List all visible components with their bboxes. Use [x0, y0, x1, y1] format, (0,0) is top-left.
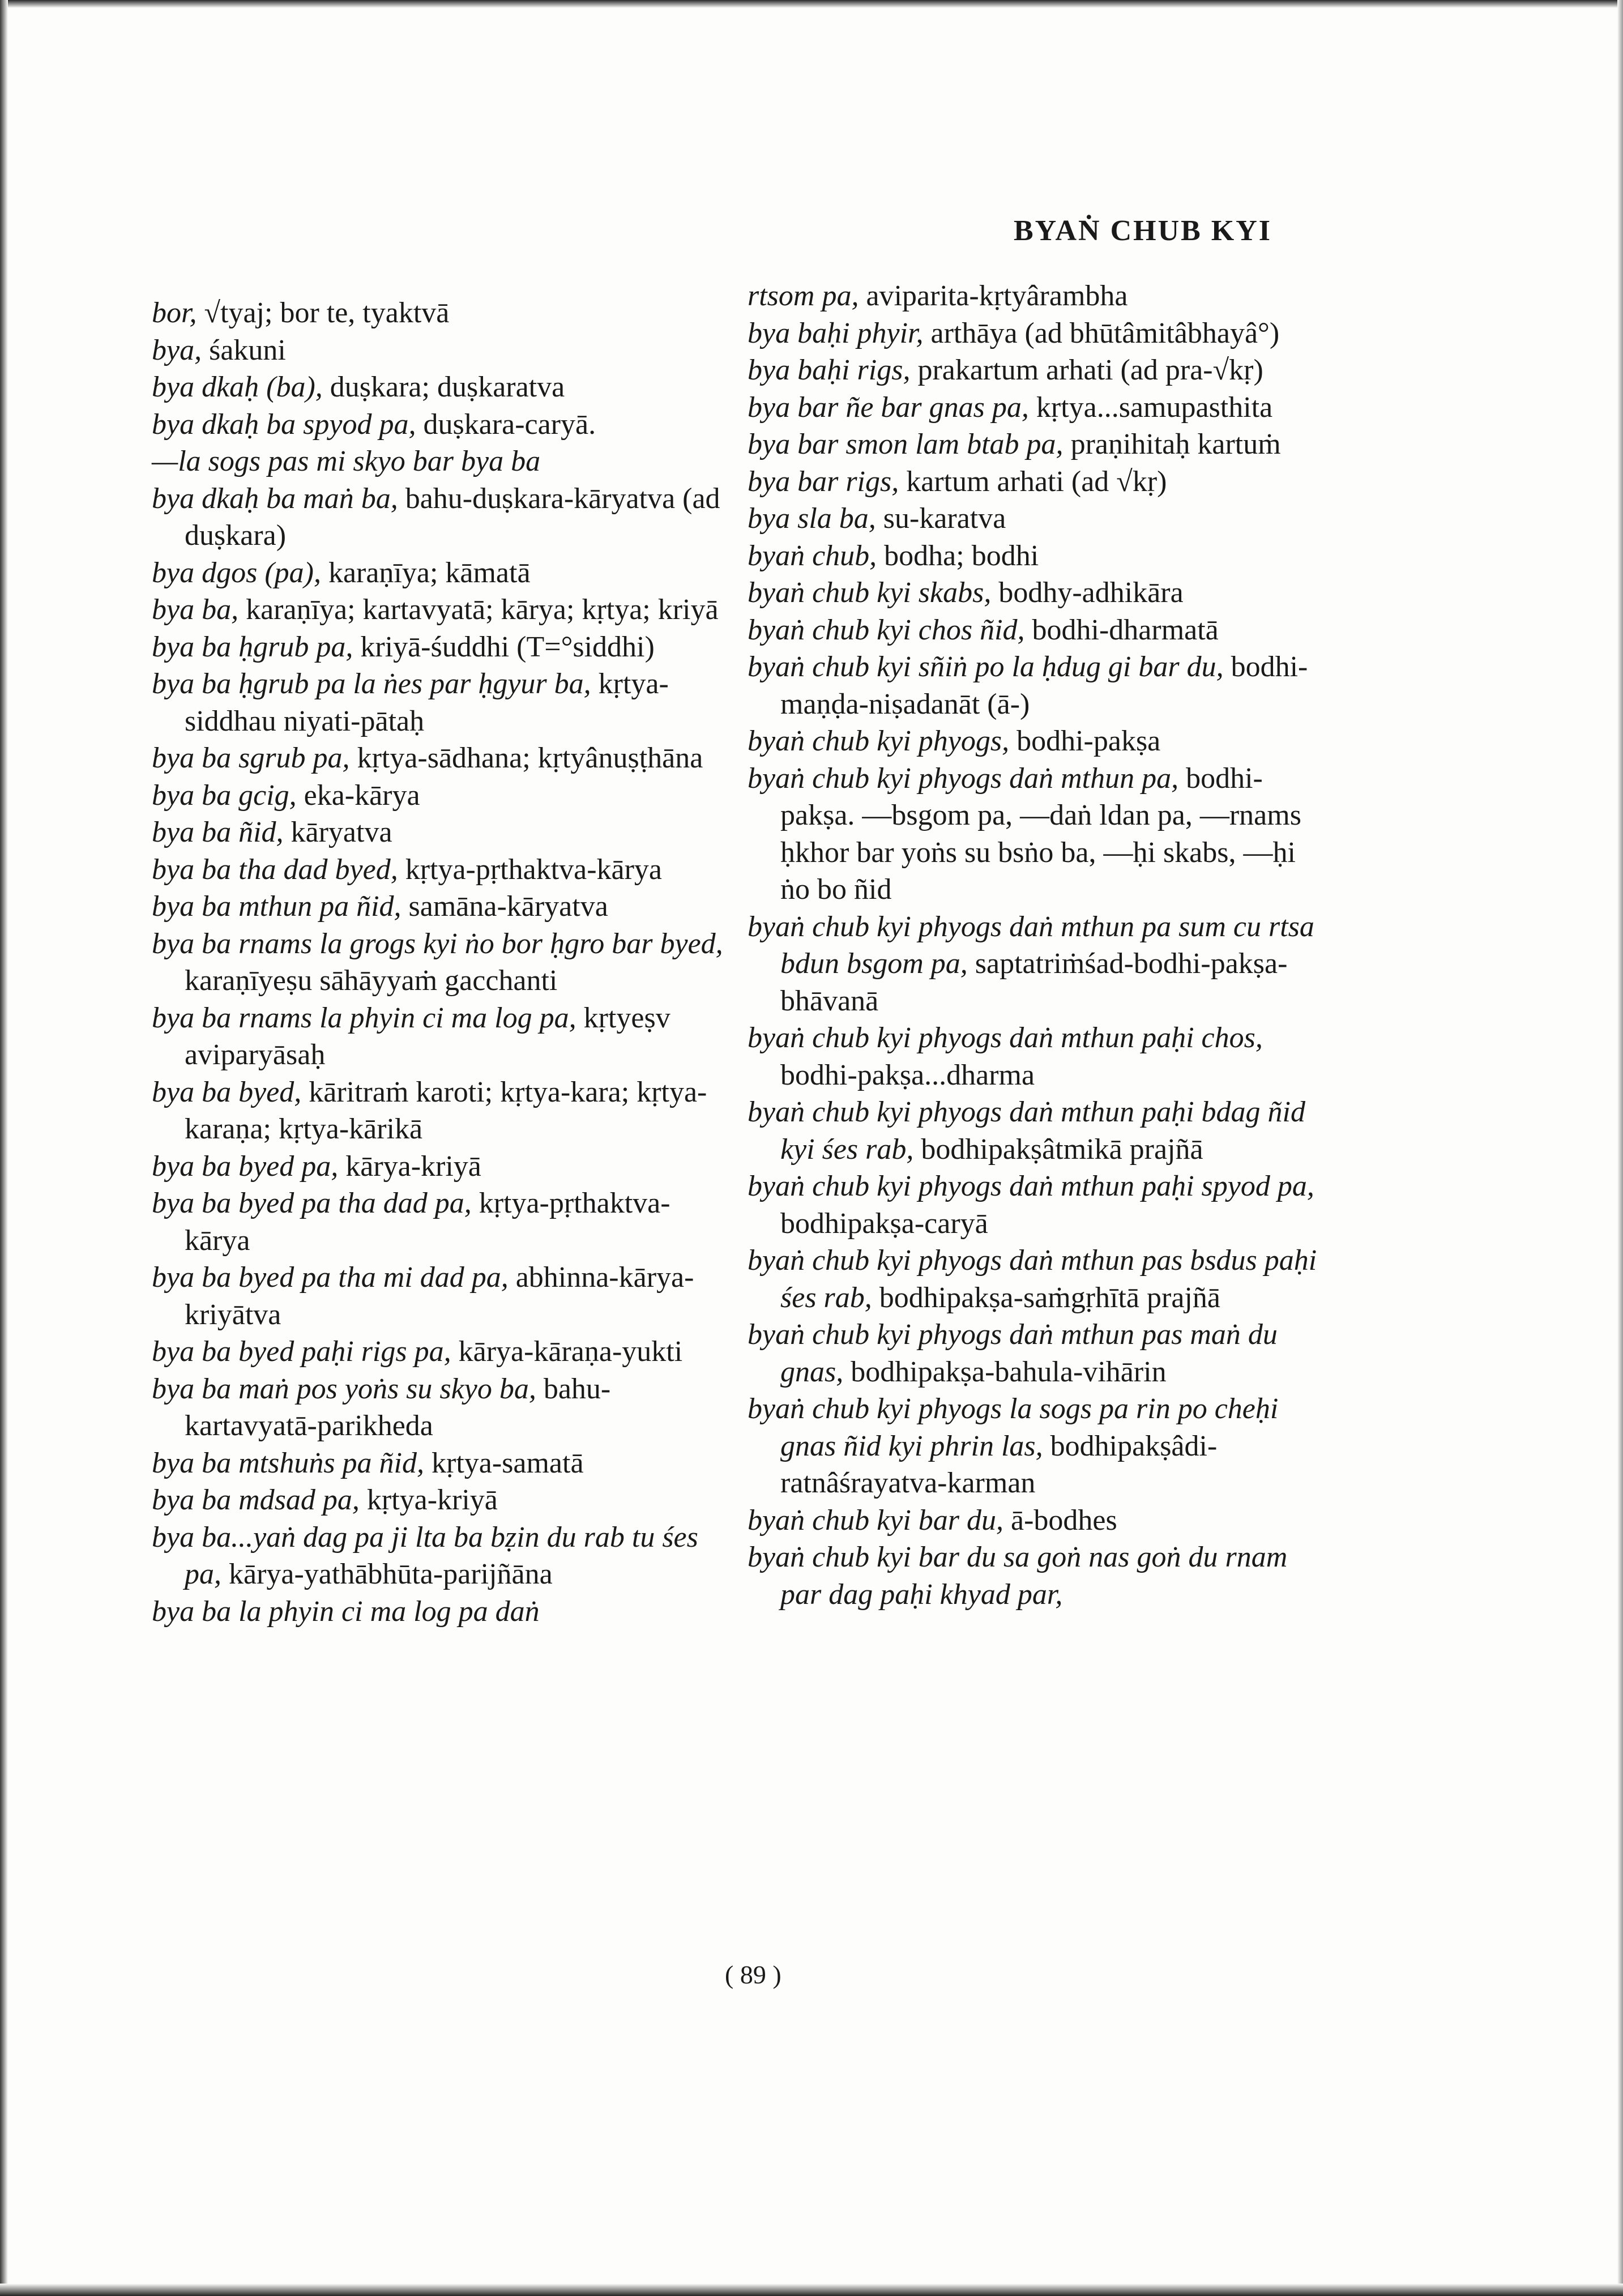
dictionary-entry [152, 1593, 729, 1631]
dictionary-entry [152, 1371, 729, 1445]
entry-term: byaṅ chub kyi phyogs daṅ mthun paḥi spyod pa, [748, 1170, 1314, 1202]
entry-term: bya ba mtshuṅs pa ñid, [152, 1446, 424, 1479]
dictionary-entry [748, 426, 1325, 463]
entry-gloss: bodhipakṣa-bahula-vihārin [851, 1355, 1167, 1388]
dictionary-entry [152, 554, 729, 592]
dictionary-entry [748, 1390, 1325, 1502]
entry-term: rtsom pa, [748, 280, 859, 312]
entry-term: bya ba la phyin ci ma log pa daṅ [152, 1595, 540, 1628]
dictionary-entry [152, 591, 729, 629]
dictionary-entry [152, 665, 729, 740]
dictionary-entry [748, 1094, 1325, 1168]
entry-term: bya bar rigs, [748, 465, 899, 498]
entry-gloss: aviparita-kṛtyârambha [866, 280, 1128, 312]
entry-term: bya ba tha dad byed, [152, 853, 398, 886]
entry-term: byaṅ chub kyi phyogs la sogs pa rin po cheḥi gnas ñid kyi phrin las, [748, 1393, 1279, 1462]
dictionary-entry [748, 389, 1325, 426]
dictionary-entry [152, 1185, 729, 1259]
page-number: ( 89 ) [725, 1960, 781, 1989]
entry-term: bya ba mdsad pa, [152, 1484, 360, 1516]
dictionary-entry [152, 369, 729, 406]
entry-term: bya ba rnams la phyin ci ma log pa, [152, 1001, 576, 1034]
entry-gloss: bahu-kartavyatā-parikheda [185, 1372, 611, 1442]
entry-term: byaṅ chub kyi phyogs daṅ mthun pa, [748, 762, 1179, 795]
entry-gloss: bodhipakṣa-caryā [780, 1207, 988, 1240]
entry-term: bya ba byed pa, [152, 1150, 339, 1183]
entry-term: bya, [152, 334, 202, 366]
entry-term: bya ba, [152, 594, 239, 626]
dictionary-entry [748, 352, 1325, 389]
entry-term: bya ba sgrub pa, [152, 742, 350, 774]
entry-gloss: kṛtya-pṛthaktva-kārya [185, 1187, 670, 1257]
dictionary-entry [748, 500, 1325, 537]
entry-gloss: bodhy-adhikāra [998, 577, 1184, 609]
entry-gloss: kāryatva [291, 816, 392, 848]
dictionary-entry [152, 1519, 729, 1593]
entry-gloss: kṛtya-samatā [432, 1446, 584, 1479]
dictionary-entry [152, 1259, 729, 1333]
dictionary-entry [152, 295, 729, 332]
entry-gloss: prakartum arhati (ad pra-√kṛ) [917, 354, 1263, 386]
dictionary-entry [152, 740, 729, 777]
entry-gloss: kṛtya-sādhana; kṛtyânuṣṭhāna [357, 742, 703, 774]
entry-gloss: arthāya (ad bhūtâmitâbhayâ°) [930, 317, 1280, 349]
entry-gloss: kārya-kāraṇa-yukti [458, 1335, 683, 1368]
entry-gloss: bodha; bodhi [884, 539, 1039, 572]
entry-term: bya ba byed pa tha mi dad pa, [152, 1261, 509, 1294]
entry-gloss: kārya-yathābhūta-parijñāna [229, 1558, 553, 1590]
entry-term: byaṅ chub, [748, 539, 877, 572]
entry-gloss: bodhi-pakṣa. —bsgom pa, —daṅ ldan pa, —rnams ḥkhor bar yoṅs su bsṅo ba, —ḥi skabs, —ḥi ṅo bo ñid [780, 762, 1301, 906]
entry-gloss: kartum arhati (ad √kṛ) [906, 465, 1167, 498]
entry-gloss: duṣkara; duṣkaratva [330, 371, 565, 403]
entry-gloss: karaṇīya; kartavyatā; kārya; kṛtya; kriyā [246, 594, 719, 626]
entry-term: byaṅ chub kyi phyogs daṅ mthun pas maṅ du gnas, [748, 1318, 1278, 1388]
entry-term: bya ba byed pa tha dad pa, [152, 1187, 472, 1219]
entry-term: byaṅ chub kyi phyogs daṅ mthun paḥi chos, [748, 1022, 1263, 1054]
entry-term: bya ba rnams la grogs kyi ṅo bor ḥgro bar byed, [152, 927, 723, 960]
entry-term: bya bar smon lam btab pa, [748, 428, 1064, 460]
entry-term: byaṅ chub kyi phyogs daṅ mthun pas bsdus paḥi śes rab, [748, 1244, 1317, 1314]
entry-term: bor, [152, 297, 197, 329]
dictionary-entry [152, 480, 729, 554]
entry-term: bya ba ḥgrub pa, [152, 630, 353, 663]
entry-gloss: √tyaj; bor te, tyaktvā [204, 297, 450, 329]
dictionary-entry [748, 1316, 1325, 1390]
entry-gloss: duṣkara-caryā. [423, 408, 596, 441]
dictionary-entry [748, 1502, 1325, 1539]
entry-term: bya ba mthun pa ñid, [152, 890, 402, 923]
dictionary-entry [152, 406, 729, 443]
dictionary-entry [152, 888, 729, 925]
entry-gloss: kṛtya-kriyā [366, 1484, 498, 1516]
entry-gloss: kriyā-śuddhi (T=°siddhi) [360, 630, 655, 663]
entry-term: bya ba byed, [152, 1076, 302, 1108]
entry-term: byaṅ chub kyi bar du sa goṅ nas goṅ du rnam par dag paḥi khyad par, [748, 1541, 1288, 1611]
entry-gloss: kārya-kriyā [345, 1150, 481, 1183]
entry-gloss: eka-kārya [304, 779, 420, 812]
dictionary-entry [152, 443, 729, 480]
entry-gloss: bodhi-pakṣa [1016, 725, 1161, 757]
entry-gloss: su-karatva [883, 502, 1006, 535]
entry-term: bya dkaḥ ba spyod pa, [152, 408, 416, 441]
scan-edge-top [0, 0, 1623, 8]
dictionary-entry [748, 1019, 1325, 1094]
entry-term: byaṅ chub kyi chos ñid, [748, 613, 1025, 646]
entry-term: —la sogs pas mi skyo bar bya ba [152, 445, 541, 477]
entry-term: bya ba ḥgrub pa la ṅes par ḥgyur ba, [152, 668, 591, 700]
dictionary-entry [748, 537, 1325, 575]
entry-gloss: samāna-kāryatva [408, 890, 608, 923]
dictionary-entry [152, 925, 729, 1000]
dictionary-entry [748, 1539, 1325, 1613]
running-header: BYAṄ CHUB KYI [1014, 215, 1272, 247]
entry-term: bya ba maṅ pos yoṅs su skyo ba, [152, 1372, 536, 1405]
entry-term: bya ba byed paḥi rigs pa, [152, 1335, 451, 1368]
dictionary-entry [748, 908, 1325, 1020]
entry-term: byaṅ chub kyi bar du, [748, 1504, 1004, 1537]
entry-term: bya ba ñid, [152, 816, 284, 848]
entry-gloss: kṛtya-pṛthaktva-kārya [405, 853, 663, 886]
entry-gloss: bodhi-dharmatā [1032, 613, 1219, 646]
dictionary-entry [152, 1445, 729, 1482]
dictionary-entry [152, 332, 729, 369]
entry-gloss: śakuni [209, 334, 286, 366]
entry-term: byaṅ chub kyi sñiṅ po la ḥdug gi bar du, [748, 651, 1224, 683]
entry-gloss: saptatriṁśad-bodhi-pakṣa-bhāvanā [780, 948, 1288, 1017]
entry-gloss: kṛtya...samupasthita [1036, 391, 1273, 424]
entry-gloss: bodhipakṣâdi-ratnâśrayatva-karman [780, 1429, 1218, 1499]
entry-gloss: ā-bodhes [1011, 1504, 1117, 1537]
entry-gloss: karaṇīya; kāmatā [328, 556, 531, 589]
dictionary-entry [152, 851, 729, 889]
dictionary-entry [152, 1333, 729, 1371]
entry-gloss: bodhi-maṇḍa-niṣadanāt (ā-) [780, 651, 1308, 720]
right-column [748, 278, 1325, 1613]
entry-gloss: abhinna-kārya-kriyātva [185, 1261, 694, 1331]
dictionary-entry [748, 463, 1325, 501]
left-column [152, 295, 729, 1630]
dictionary-entry [152, 1074, 729, 1148]
entry-gloss: bodhi-pakṣa...dharma [780, 1059, 1035, 1091]
entry-gloss: karaṇīyeṣu sāhāyyaṁ gacchanti [185, 965, 558, 997]
entry-term: bya ba...yaṅ dag pa ji lta ba bẓin du rab tu śes pa, [152, 1521, 698, 1590]
entry-gloss: bahu-duṣkara-kāryatva (ad duṣkara) [185, 482, 720, 552]
dictionary-entry [748, 723, 1325, 760]
dictionary-entry [748, 648, 1325, 723]
entry-term: byaṅ chub kyi skabs, [748, 577, 992, 609]
dictionary-entry [152, 777, 729, 814]
dictionary-entry [748, 574, 1325, 612]
entry-term: bya dgos (pa), [152, 556, 321, 589]
dictionary-entry [748, 760, 1325, 908]
scan-edge-bottom [0, 2284, 1623, 2296]
entry-term: bya dkaḥ ba maṅ ba, [152, 482, 398, 515]
dictionary-entry [152, 1148, 729, 1185]
entry-gloss: kāritraṁ karoti; kṛtya-kara; kṛtya-karaṇa; kṛtya-kārikā [185, 1076, 707, 1145]
dictionary-entry [152, 629, 729, 666]
entry-term: byaṅ chub kyi phyogs daṅ mthun paḥi bdag ñid kyi śes rab, [748, 1096, 1305, 1166]
dictionary-entry [152, 1000, 729, 1074]
scan-edge-left [0, 0, 8, 2296]
entry-term: bya ba gcig, [152, 779, 297, 812]
entry-term: byaṅ chub kyi phyogs, [748, 725, 1010, 757]
dictionary-entry [152, 814, 729, 851]
entry-gloss: praṇihitaḥ kartuṁ [1070, 428, 1281, 460]
entry-gloss: bodhipakṣa-saṁgṛhītā prajñā [879, 1281, 1220, 1314]
entry-term: bya baḥi rigs, [748, 354, 911, 386]
entry-term: byaṅ chub kyi phyogs daṅ mthun pa sum cu rtsa bdun bsgom pa, [748, 910, 1314, 980]
entry-gloss: bodhipakṣâtmikā prajñā [921, 1133, 1203, 1166]
dictionary-entry [748, 1242, 1325, 1316]
entry-term: bya bar ñe bar gnas pa, [748, 391, 1029, 424]
dictionary-entry [748, 315, 1325, 352]
dictionary-entry [152, 1482, 729, 1519]
dictionary-entry [748, 278, 1325, 315]
entry-term: bya baḥi phyir, [748, 317, 924, 349]
dictionary-entry [748, 612, 1325, 649]
scan-edge-right [1617, 0, 1623, 2296]
entry-term: bya dkaḥ (ba), [152, 371, 323, 403]
dictionary-entry [748, 1168, 1325, 1242]
entry-gloss: kṛtya-siddhau niyati-pātaḥ [185, 668, 669, 737]
entry-term: bya sla ba, [748, 502, 876, 535]
entry-gloss: kṛtyeṣv aviparyāsaḥ [185, 1001, 670, 1071]
